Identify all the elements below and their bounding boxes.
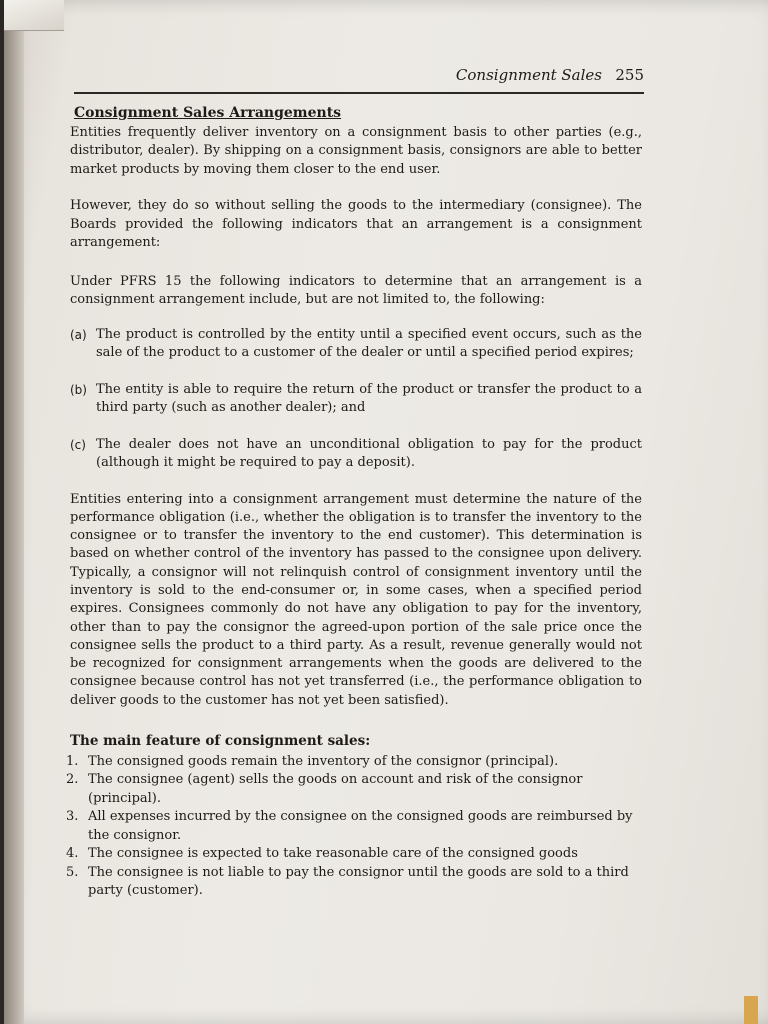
indicator-list [70,326,642,473]
paragraph-intro: Entities frequently deliver inventory on a consignment basis to other parties (e.g., distributor, dealer). By shipping on a consignment basis, consignors are able to better market products by moving them closer to the end user. [70,124,642,177]
book-page [4,0,768,1024]
header-rule [74,92,644,94]
page-content [66,104,642,901]
indicator-text: The product is controlled by the entity until a specified event occurs, such as the sale of the product to a customer of the dealer or until a specified period expires; [96,326,642,360]
feature-item [66,808,642,845]
feature-item [66,864,642,901]
paragraph-pfrs: Under PFRS 15 the following indicators to determine that an arrangement is a consignment arrangement include, but are not limited to, the following: [70,273,642,307]
page-binding-edge [4,0,24,1024]
feature-number: 2. [66,772,79,788]
paragraph-performance-obligation: Entities entering into a consignment arrangement must determine the nature of the performance obligation (i.e., whether the obligation is to transfer the inventory to the consignee or to transfer the inventory to the end customer). This determination is based on whether control of the inventory has passed to the consignee upon delivery. Typically, a consignor will not relinquish control of consignment inventory until the inventory is sold to the end-consumer or, in some cases, when a specified period expires. Consignees commonly do not have any obligation to pay for the inventory, other than to pay the consignor the agreed-upon portion of the sale price once the consignee sells the product to a third party. As a result, revenue generally would not be recognized for consignment arrangements when the goods are delivered to the consignee because control has not yet transferred (i.e., the performance obligation to deliver goods to the customer has not yet been satisfied). [70,491,642,708]
indicator-text: The entity is able to require the return of the product or transfer the product to a third party (such as another dealer); and [96,381,642,415]
page-number: 255 [615,66,644,84]
feature-text: All expenses incurred by the consignee on the consigned goods are reimbursed by the consignor. [88,809,633,843]
indicator-item [70,381,642,418]
indicator-item [70,326,642,363]
feature-text: The consignee is not liable to pay the consignor until the goods are sold to a third party (customer). [88,864,629,899]
feature-text: The consigned goods remain the inventory of the consignor (principal). [88,753,559,769]
indicator-text: The dealer does not have an unconditional obligation to pay for the product (although it might be required to pay a deposit). [96,436,642,470]
page-header [74,66,644,92]
feature-number: 5. [66,864,79,880]
page-tab-marker [744,996,758,1024]
indicator-label: (c) [70,437,86,452]
page-corner-fold [4,0,64,31]
section-title: Consignment Sales Arrangements [74,105,342,121]
feature-item [66,753,642,772]
feature-number: 1. [66,753,79,769]
running-title: Consignment Sales [455,66,602,84]
indicator-label: (b) [70,382,87,397]
feature-item [66,771,642,808]
paragraph-however: However, they do so without selling the goods to the intermediary (consignee). The Boards provided the following indicators that an arrangement is a consignment arrangement: [70,198,642,250]
indicator-item [70,436,642,473]
feature-item [66,845,642,864]
feature-text: The consignee is expected to take reasonable care of the consigned goods [88,846,578,862]
features-list [66,753,642,901]
features-title: The main feature of consignment sales: [70,733,371,750]
feature-number: 3. [66,809,79,825]
feature-text: The consignee (agent) sells the goods on account and risk of the consignor (principal). [88,772,583,806]
feature-number: 4. [66,846,79,862]
indicator-label: (a) [70,327,87,342]
